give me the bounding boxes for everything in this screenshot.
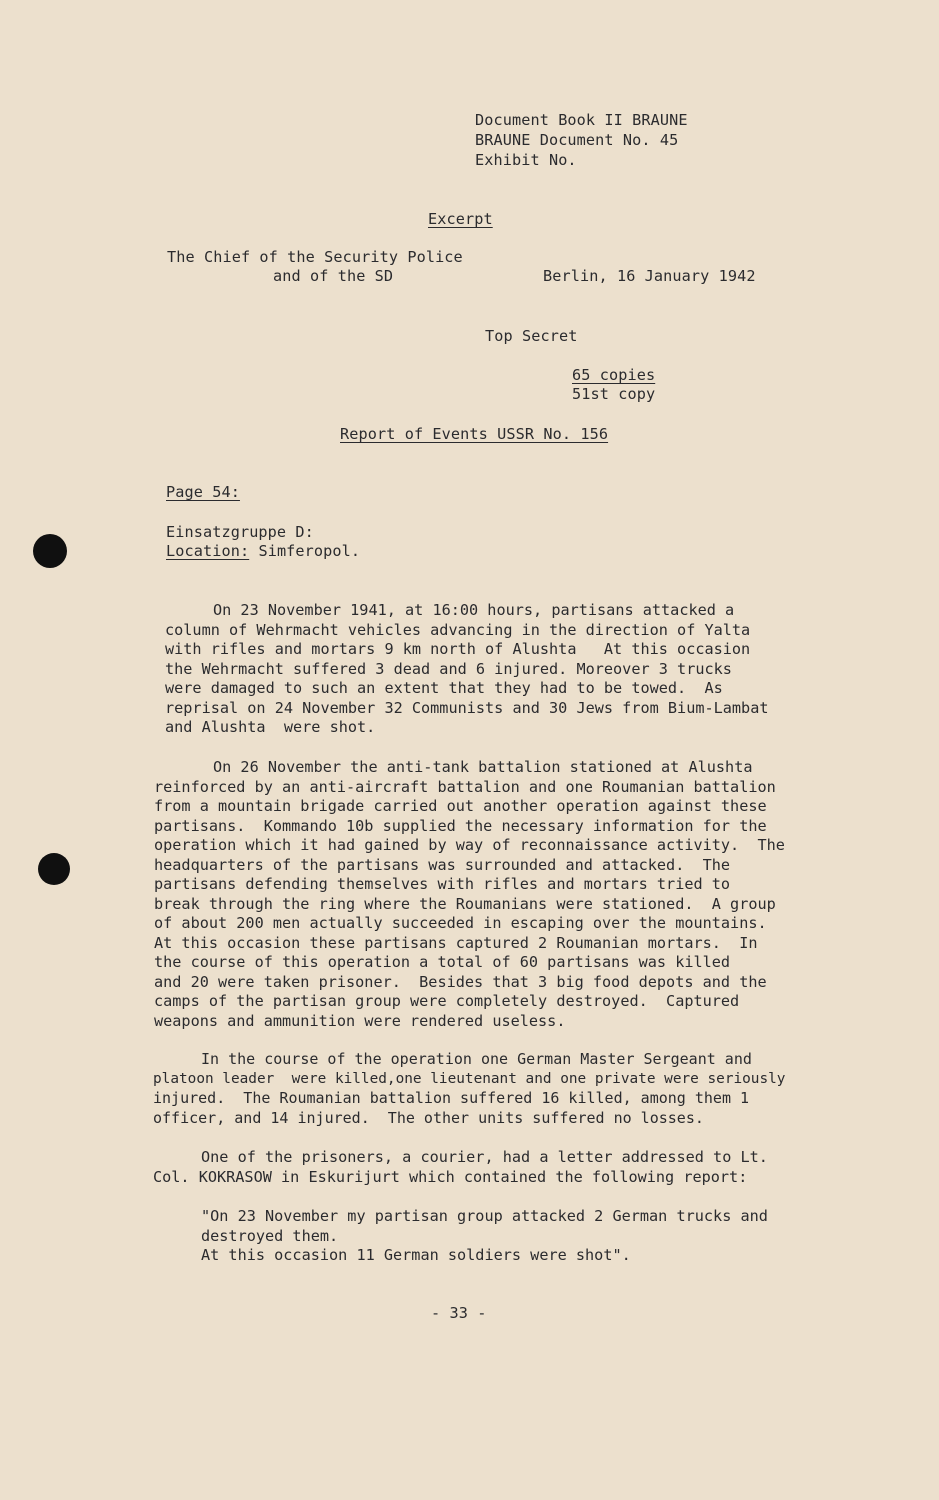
report-title: Report of Events USSR No. 156 — [340, 425, 609, 443]
paragraph-line: officer, and 14 injured. The other units suffered no losses. — [153, 1108, 704, 1127]
paragraph-line: On 26 November the anti-tank battalion stationed at Alushta — [213, 758, 753, 776]
quoted-report — [201, 1207, 768, 1266]
doc-number-line: BRAUNE Document No. 45 — [475, 131, 679, 149]
paragraph-line: the course of this operation a total of 60 partisans was killed — [154, 953, 731, 971]
paragraph-line: headquarters of the partisans was surrounded and attacked. The — [154, 855, 731, 874]
quote-line: "On 23 November my partisan group attacked 2 German trucks and — [201, 1207, 768, 1225]
location-label: Location: — [166, 542, 250, 560]
paragraph-line: Col. KOKRASOW in Eskurijurt which contained the following report: — [153, 1167, 748, 1186]
paragraph-line: break through the ring where the Roumanians were stationed. A group — [154, 894, 776, 913]
paragraph-line: reprisal on 24 November 32 Communists and 30 Jews from Bium-Lambat — [165, 698, 769, 717]
punch-hole-top — [33, 534, 67, 568]
paragraph-line: the Wehrmacht suffered 3 dead and 6 injured. Moreover 3 trucks — [165, 659, 732, 678]
quote-line: At this occasion 11 German soldiers were shot". — [201, 1246, 631, 1264]
paragraph-1 — [165, 601, 768, 738]
copy-number: 51st copy — [572, 385, 656, 403]
paragraph-line: One of the prisoners, a courier, had a letter addressed to Lt. — [201, 1148, 768, 1166]
paragraph-line: platoon leader were killed,one lieutenant and one private were seriously — [153, 1070, 786, 1087]
paragraph-line: At this occasion these partisans captured 2 Roumanian mortars. In — [154, 933, 758, 952]
sender-line-2: and of the SD — [273, 267, 394, 285]
doc-book-line: Document Book II BRAUNE — [475, 111, 688, 129]
paragraph-line: and 20 were taken prisoner. Besides that 3 big food depots and the — [154, 972, 767, 991]
punch-hole-bottom — [38, 853, 70, 885]
page-reference: Page 54: — [166, 483, 240, 501]
paragraph-line: and Alushta were shot. — [165, 718, 376, 736]
sender-line-1: The Chief of the Security Police — [167, 248, 463, 266]
location-value: Simferopol. — [258, 542, 361, 560]
paragraph-line: column of Wehrmacht vehicles advancing in the direction of Yalta — [165, 620, 751, 639]
exhibit-line: Exhibit No. — [475, 151, 577, 169]
classification: Top Secret — [485, 327, 578, 345]
copies-total: 65 copies — [572, 366, 656, 384]
excerpt-label: Excerpt — [428, 210, 493, 228]
paragraph-line: from a mountain brigade carried out another operation against these — [154, 797, 767, 815]
paragraph-line: weapons and ammunition were rendered useless. — [154, 1011, 566, 1030]
paragraph-line: camps of the partisan group were completely destroyed. Captured — [154, 992, 740, 1010]
location-line — [166, 542, 360, 562]
quote-line: destroyed them. — [201, 1226, 339, 1245]
paragraph-2 — [154, 758, 785, 1031]
paragraph-line: On 23 November 1941, at 16:00 hours, partisans attacked a — [213, 601, 735, 619]
paragraph-line: with rifles and mortars 9 km north of Alushta At this occasion — [165, 640, 751, 658]
paragraph-line: partisans. Kommando 10b supplied the necessary information for the — [154, 816, 767, 835]
paragraph-line: In the course of the operation one German Master Sergeant and — [201, 1050, 752, 1068]
dateline: Berlin, 16 January 1942 — [543, 267, 756, 285]
paragraph-line: injured. The Roumanian battalion suffered 16 killed, among them 1 — [153, 1089, 750, 1107]
paragraph-3 — [153, 1050, 785, 1128]
page-number: - 33 - — [431, 1304, 487, 1322]
paragraph-line: of about 200 men actually succeeded in escaping over the mountains. — [154, 914, 767, 932]
paragraph-line: operation which it had gained by way of reconnaissance activity. The — [154, 836, 785, 854]
paragraph-line: reinforced by an anti-aircraft battalion and one Roumanian battalion — [154, 777, 776, 796]
paragraph-4 — [153, 1148, 768, 1187]
paragraph-line: were damaged to such an extent that they had to be towed. As — [165, 679, 723, 697]
unit-name: Einsatzgruppe D: — [166, 523, 314, 541]
paragraph-line: partisans defending themselves with rifles and mortars tried to — [154, 875, 731, 893]
